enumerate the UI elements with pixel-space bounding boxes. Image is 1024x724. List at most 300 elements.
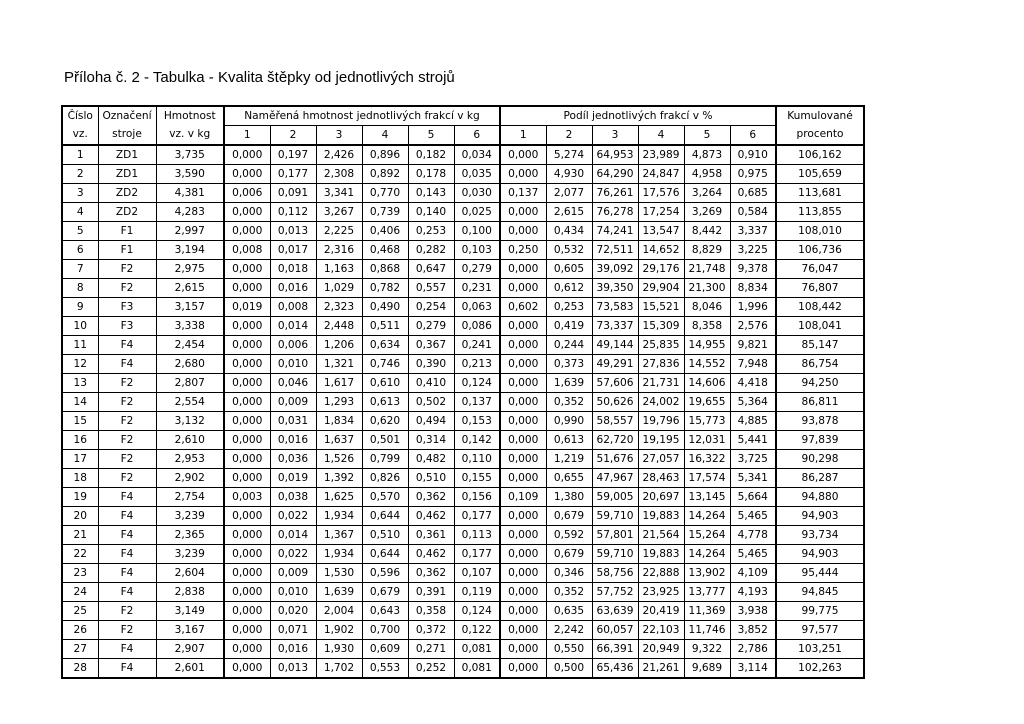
- cell-hmotnost: 2,838: [156, 583, 224, 602]
- cell-pct-f2: 0,635: [546, 602, 592, 621]
- cell-hmotnost: 2,365: [156, 526, 224, 545]
- cell-pct-f5: 14,955: [684, 336, 730, 355]
- cell-hmotnost: 3,590: [156, 165, 224, 184]
- cell-mass-f3: 1,902: [316, 621, 362, 640]
- cell-mass-f1: 0,000: [224, 145, 270, 165]
- cell-oznaceni: F2: [98, 260, 156, 279]
- table-row: [62, 393, 864, 412]
- cell-mass-f4: 0,746: [362, 355, 408, 374]
- cell-pct-f3: 66,391: [592, 640, 638, 659]
- cell-kumulovane: 86,811: [776, 393, 864, 412]
- cell-pct-f3: 50,626: [592, 393, 638, 412]
- cell-pct-f1: 0,000: [500, 355, 546, 374]
- cell-pct-f4: 29,904: [638, 279, 684, 298]
- cell-hmotnost: 2,997: [156, 222, 224, 241]
- cell-mass-f3: 1,934: [316, 545, 362, 564]
- cell-pct-f4: 19,796: [638, 412, 684, 431]
- cell-kumulovane: 94,903: [776, 545, 864, 564]
- cell-mass-f5: 0,182: [408, 145, 454, 165]
- cell-mass-f3: 1,834: [316, 412, 362, 431]
- cell-mass-f6: 0,025: [454, 203, 500, 222]
- header-fraction: 3: [316, 126, 362, 146]
- cell-pct-f3: 58,557: [592, 412, 638, 431]
- cell-pct-f2: 2,077: [546, 184, 592, 203]
- cell-mass-f3: 2,316: [316, 241, 362, 260]
- table-row: [62, 659, 864, 679]
- cell-mass-f1: 0,000: [224, 659, 270, 679]
- cell-pct-f5: 17,574: [684, 469, 730, 488]
- cell-hmotnost: 3,239: [156, 545, 224, 564]
- cell-mass-f3: 1,029: [316, 279, 362, 298]
- cell-hmotnost: 2,902: [156, 469, 224, 488]
- cell-pct-f2: 0,655: [546, 469, 592, 488]
- cell-mass-f1: 0,000: [224, 393, 270, 412]
- cell-mass-f5: 0,647: [408, 260, 454, 279]
- cell-mass-f4: 0,799: [362, 450, 408, 469]
- cell-mass-f4: 0,468: [362, 241, 408, 260]
- cell-kumulovane: 93,734: [776, 526, 864, 545]
- cell-pct-f6: 5,664: [730, 488, 776, 507]
- cell-mass-f5: 0,140: [408, 203, 454, 222]
- cell-pct-f6: 5,465: [730, 507, 776, 526]
- cell-pct-f4: 24,002: [638, 393, 684, 412]
- table-body: [62, 145, 864, 678]
- cell-mass-f4: 0,679: [362, 583, 408, 602]
- table-row: [62, 545, 864, 564]
- cell-hmotnost: 2,554: [156, 393, 224, 412]
- cell-pct-f3: 59,710: [592, 507, 638, 526]
- cell-pct-f4: 25,835: [638, 336, 684, 355]
- cell-cislo: 17: [62, 450, 98, 469]
- cell-oznaceni: F2: [98, 431, 156, 450]
- cell-mass-f1: 0,000: [224, 336, 270, 355]
- cell-oznaceni: F2: [98, 393, 156, 412]
- cell-hmotnost: 2,454: [156, 336, 224, 355]
- cell-oznaceni: F2: [98, 374, 156, 393]
- cell-hmotnost: 4,381: [156, 184, 224, 203]
- cell-pct-f3: 39,350: [592, 279, 638, 298]
- table-row: [62, 488, 864, 507]
- cell-mass-f5: 0,358: [408, 602, 454, 621]
- cell-pct-f6: 2,576: [730, 317, 776, 336]
- cell-mass-f4: 0,610: [362, 374, 408, 393]
- cell-pct-f2: 0,613: [546, 431, 592, 450]
- cell-pct-f3: 57,606: [592, 374, 638, 393]
- table-row: [62, 260, 864, 279]
- header-cislo-sub: vz.: [62, 126, 98, 146]
- cell-mass-f5: 0,271: [408, 640, 454, 659]
- cell-pct-f5: 13,777: [684, 583, 730, 602]
- cell-pct-f1: 0,000: [500, 203, 546, 222]
- cell-mass-f3: 2,225: [316, 222, 362, 241]
- cell-pct-f4: 28,463: [638, 469, 684, 488]
- cell-kumulovane: 97,577: [776, 621, 864, 640]
- cell-mass-f1: 0,000: [224, 507, 270, 526]
- table-row: [62, 450, 864, 469]
- cell-pct-f2: 0,352: [546, 393, 592, 412]
- header-fraction: 4: [362, 126, 408, 146]
- cell-mass-f4: 0,892: [362, 165, 408, 184]
- cell-pct-f4: 21,731: [638, 374, 684, 393]
- cell-mass-f6: 0,156: [454, 488, 500, 507]
- cell-mass-f3: 3,341: [316, 184, 362, 203]
- cell-pct-f5: 12,031: [684, 431, 730, 450]
- cell-pct-f1: 0,000: [500, 279, 546, 298]
- cell-pct-f4: 20,697: [638, 488, 684, 507]
- cell-pct-f2: 0,373: [546, 355, 592, 374]
- cell-hmotnost: 3,167: [156, 621, 224, 640]
- cell-pct-f6: 3,938: [730, 602, 776, 621]
- cell-pct-f5: 4,873: [684, 145, 730, 165]
- cell-mass-f6: 0,231: [454, 279, 500, 298]
- cell-pct-f5: 8,442: [684, 222, 730, 241]
- cell-mass-f6: 0,107: [454, 564, 500, 583]
- cell-mass-f5: 0,362: [408, 488, 454, 507]
- cell-pct-f5: 13,902: [684, 564, 730, 583]
- cell-mass-f1: 0,000: [224, 279, 270, 298]
- cell-mass-f3: 2,004: [316, 602, 362, 621]
- header-fraction-pct: 5: [684, 126, 730, 146]
- table-row: [62, 602, 864, 621]
- cell-mass-f2: 0,010: [270, 355, 316, 374]
- header-row-top: [62, 106, 864, 126]
- cell-pct-f6: 3,852: [730, 621, 776, 640]
- cell-pct-f1: 0,000: [500, 145, 546, 165]
- cell-pct-f6: 3,725: [730, 450, 776, 469]
- cell-mass-f1: 0,000: [224, 222, 270, 241]
- cell-mass-f3: 1,930: [316, 640, 362, 659]
- cell-pct-f2: 0,679: [546, 545, 592, 564]
- cell-hmotnost: 3,132: [156, 412, 224, 431]
- cell-mass-f2: 0,008: [270, 298, 316, 317]
- cell-oznaceni: F3: [98, 317, 156, 336]
- cell-mass-f5: 0,510: [408, 469, 454, 488]
- cell-pct-f3: 59,005: [592, 488, 638, 507]
- cell-mass-f2: 0,017: [270, 241, 316, 260]
- cell-pct-f2: 0,605: [546, 260, 592, 279]
- cell-mass-f4: 0,739: [362, 203, 408, 222]
- cell-hmotnost: 2,754: [156, 488, 224, 507]
- cell-mass-f4: 0,570: [362, 488, 408, 507]
- cell-mass-f3: 1,526: [316, 450, 362, 469]
- table-row: [62, 526, 864, 545]
- header-hmotnost-sub: vz. v kg: [156, 126, 224, 146]
- cell-pct-f3: 64,290: [592, 165, 638, 184]
- cell-mass-f6: 0,081: [454, 640, 500, 659]
- cell-oznaceni: F4: [98, 526, 156, 545]
- cell-mass-f2: 0,031: [270, 412, 316, 431]
- cell-mass-f3: 3,267: [316, 203, 362, 222]
- header-hmotnost: Hmotnost: [156, 106, 224, 126]
- cell-pct-f5: 3,264: [684, 184, 730, 203]
- cell-kumulovane: 93,878: [776, 412, 864, 431]
- cell-mass-f2: 0,009: [270, 393, 316, 412]
- cell-pct-f2: 0,550: [546, 640, 592, 659]
- cell-mass-f3: 1,617: [316, 374, 362, 393]
- cell-hmotnost: 2,604: [156, 564, 224, 583]
- cell-mass-f6: 0,279: [454, 260, 500, 279]
- cell-pct-f1: 0,000: [500, 393, 546, 412]
- header-fraction: 2: [270, 126, 316, 146]
- cell-pct-f3: 73,337: [592, 317, 638, 336]
- cell-mass-f3: 1,639: [316, 583, 362, 602]
- cell-mass-f2: 0,013: [270, 659, 316, 679]
- cell-pct-f1: 0,137: [500, 184, 546, 203]
- cell-mass-f3: 1,702: [316, 659, 362, 679]
- cell-pct-f6: 0,584: [730, 203, 776, 222]
- table-row: [62, 336, 864, 355]
- cell-pct-f5: 19,655: [684, 393, 730, 412]
- cell-pct-f2: 4,930: [546, 165, 592, 184]
- cell-mass-f2: 0,006: [270, 336, 316, 355]
- table-row: [62, 564, 864, 583]
- cell-mass-f3: 1,530: [316, 564, 362, 583]
- cell-mass-f4: 0,620: [362, 412, 408, 431]
- cell-hmotnost: 3,149: [156, 602, 224, 621]
- cell-pct-f2: 1,219: [546, 450, 592, 469]
- data-table: [61, 105, 865, 679]
- cell-mass-f1: 0,000: [224, 526, 270, 545]
- header-oznaceni: Označení: [98, 106, 156, 126]
- cell-pct-f6: 3,114: [730, 659, 776, 679]
- cell-pct-f2: 0,346: [546, 564, 592, 583]
- cell-oznaceni: F4: [98, 545, 156, 564]
- cell-cislo: 1: [62, 145, 98, 165]
- cell-mass-f5: 0,279: [408, 317, 454, 336]
- cell-pct-f2: 0,500: [546, 659, 592, 679]
- cell-cislo: 5: [62, 222, 98, 241]
- cell-pct-f5: 21,748: [684, 260, 730, 279]
- cell-pct-f3: 63,639: [592, 602, 638, 621]
- cell-mass-f1: 0,000: [224, 545, 270, 564]
- cell-pct-f2: 0,679: [546, 507, 592, 526]
- cell-pct-f3: 73,583: [592, 298, 638, 317]
- cell-pct-f6: 3,337: [730, 222, 776, 241]
- cell-pct-f1: 0,000: [500, 336, 546, 355]
- cell-pct-f4: 21,261: [638, 659, 684, 679]
- cell-mass-f6: 0,103: [454, 241, 500, 260]
- cell-mass-f4: 0,511: [362, 317, 408, 336]
- cell-kumulovane: 76,047: [776, 260, 864, 279]
- cell-kumulovane: 94,880: [776, 488, 864, 507]
- cell-pct-f1: 0,000: [500, 659, 546, 679]
- cell-hmotnost: 2,907: [156, 640, 224, 659]
- cell-mass-f6: 0,124: [454, 602, 500, 621]
- cell-pct-f5: 8,046: [684, 298, 730, 317]
- cell-mass-f2: 0,022: [270, 507, 316, 526]
- cell-oznaceni: ZD2: [98, 203, 156, 222]
- cell-mass-f6: 0,177: [454, 545, 500, 564]
- cell-pct-f2: 0,612: [546, 279, 592, 298]
- cell-mass-f1: 0,019: [224, 298, 270, 317]
- cell-mass-f4: 0,770: [362, 184, 408, 203]
- table-row: [62, 583, 864, 602]
- cell-pct-f5: 11,746: [684, 621, 730, 640]
- cell-mass-f3: 1,392: [316, 469, 362, 488]
- cell-kumulovane: 99,775: [776, 602, 864, 621]
- cell-hmotnost: 2,615: [156, 279, 224, 298]
- cell-pct-f1: 0,000: [500, 526, 546, 545]
- cell-pct-f2: 0,592: [546, 526, 592, 545]
- cell-mass-f1: 0,000: [224, 374, 270, 393]
- cell-mass-f1: 0,006: [224, 184, 270, 203]
- cell-kumulovane: 108,010: [776, 222, 864, 241]
- cell-mass-f6: 0,081: [454, 659, 500, 679]
- table-row: [62, 374, 864, 393]
- cell-mass-f5: 0,462: [408, 545, 454, 564]
- cell-pct-f4: 19,883: [638, 507, 684, 526]
- cell-pct-f6: 4,193: [730, 583, 776, 602]
- cell-kumulovane: 85,147: [776, 336, 864, 355]
- cell-mass-f1: 0,000: [224, 431, 270, 450]
- cell-pct-f3: 76,261: [592, 184, 638, 203]
- header-namerena-hmotnost: Naměřená hmotnost jednotlivých frakcí v kg: [224, 106, 500, 126]
- cell-mass-f1: 0,000: [224, 412, 270, 431]
- cell-pct-f6: 0,910: [730, 145, 776, 165]
- cell-mass-f4: 0,896: [362, 145, 408, 165]
- cell-oznaceni: F4: [98, 507, 156, 526]
- header-podil-frakci: Podíl jednotlivých frakcí v %: [500, 106, 776, 126]
- cell-pct-f3: 72,511: [592, 241, 638, 260]
- header-fraction: 6: [454, 126, 500, 146]
- cell-pct-f1: 0,000: [500, 317, 546, 336]
- cell-mass-f5: 0,391: [408, 583, 454, 602]
- cell-mass-f1: 0,000: [224, 469, 270, 488]
- cell-pct-f6: 8,834: [730, 279, 776, 298]
- cell-pct-f2: 1,639: [546, 374, 592, 393]
- cell-pct-f6: 9,821: [730, 336, 776, 355]
- cell-pct-f5: 11,369: [684, 602, 730, 621]
- header-kumulovane: Kumulované: [776, 106, 864, 126]
- cell-cislo: 3: [62, 184, 98, 203]
- cell-pct-f6: 4,885: [730, 412, 776, 431]
- cell-mass-f3: 1,321: [316, 355, 362, 374]
- cell-pct-f4: 15,309: [638, 317, 684, 336]
- cell-pct-f5: 15,264: [684, 526, 730, 545]
- cell-pct-f4: 19,883: [638, 545, 684, 564]
- cell-pct-f1: 0,250: [500, 241, 546, 260]
- cell-pct-f6: 4,418: [730, 374, 776, 393]
- table-row: [62, 145, 864, 165]
- cell-hmotnost: 3,735: [156, 145, 224, 165]
- cell-mass-f6: 0,122: [454, 621, 500, 640]
- cell-mass-f4: 0,596: [362, 564, 408, 583]
- cell-mass-f6: 0,155: [454, 469, 500, 488]
- cell-pct-f4: 27,057: [638, 450, 684, 469]
- cell-mass-f5: 0,361: [408, 526, 454, 545]
- header-fraction-pct: 2: [546, 126, 592, 146]
- cell-cislo: 18: [62, 469, 98, 488]
- cell-pct-f1: 0,000: [500, 545, 546, 564]
- cell-pct-f2: 1,380: [546, 488, 592, 507]
- cell-pct-f5: 16,322: [684, 450, 730, 469]
- cell-pct-f5: 4,958: [684, 165, 730, 184]
- cell-pct-f6: 3,225: [730, 241, 776, 260]
- cell-pct-f6: 7,948: [730, 355, 776, 374]
- cell-pct-f5: 21,300: [684, 279, 730, 298]
- cell-mass-f6: 0,113: [454, 526, 500, 545]
- cell-mass-f1: 0,000: [224, 583, 270, 602]
- cell-mass-f1: 0,000: [224, 602, 270, 621]
- cell-pct-f3: 59,710: [592, 545, 638, 564]
- cell-mass-f6: 0,086: [454, 317, 500, 336]
- cell-mass-f2: 0,016: [270, 640, 316, 659]
- cell-mass-f3: 1,293: [316, 393, 362, 412]
- cell-pct-f4: 20,419: [638, 602, 684, 621]
- cell-cislo: 24: [62, 583, 98, 602]
- cell-pct-f1: 0,109: [500, 488, 546, 507]
- table-row: [62, 412, 864, 431]
- cell-oznaceni: F2: [98, 412, 156, 431]
- cell-mass-f5: 0,178: [408, 165, 454, 184]
- cell-mass-f6: 0,034: [454, 145, 500, 165]
- cell-kumulovane: 105,659: [776, 165, 864, 184]
- cell-mass-f1: 0,000: [224, 640, 270, 659]
- cell-oznaceni: F2: [98, 469, 156, 488]
- cell-pct-f2: 5,274: [546, 145, 592, 165]
- cell-kumulovane: 86,754: [776, 355, 864, 374]
- cell-oznaceni: F1: [98, 241, 156, 260]
- cell-pct-f5: 14,264: [684, 545, 730, 564]
- cell-mass-f5: 0,494: [408, 412, 454, 431]
- cell-mass-f4: 0,510: [362, 526, 408, 545]
- cell-pct-f6: 5,341: [730, 469, 776, 488]
- cell-cislo: 10: [62, 317, 98, 336]
- cell-pct-f6: 0,975: [730, 165, 776, 184]
- cell-pct-f5: 14,606: [684, 374, 730, 393]
- cell-mass-f2: 0,091: [270, 184, 316, 203]
- cell-cislo: 20: [62, 507, 98, 526]
- cell-pct-f1: 0,000: [500, 450, 546, 469]
- cell-pct-f3: 57,752: [592, 583, 638, 602]
- header-fraction: 5: [408, 126, 454, 146]
- cell-mass-f5: 0,410: [408, 374, 454, 393]
- cell-pct-f6: 1,996: [730, 298, 776, 317]
- cell-oznaceni: F1: [98, 222, 156, 241]
- cell-pct-f2: 0,990: [546, 412, 592, 431]
- cell-pct-f4: 19,195: [638, 431, 684, 450]
- cell-mass-f2: 0,014: [270, 526, 316, 545]
- cell-mass-f4: 0,406: [362, 222, 408, 241]
- cell-pct-f6: 5,465: [730, 545, 776, 564]
- cell-mass-f1: 0,000: [224, 621, 270, 640]
- cell-mass-f6: 0,177: [454, 507, 500, 526]
- cell-pct-f3: 62,720: [592, 431, 638, 450]
- cell-pct-f4: 22,103: [638, 621, 684, 640]
- table-row: [62, 222, 864, 241]
- cell-hmotnost: 2,807: [156, 374, 224, 393]
- cell-pct-f5: 3,269: [684, 203, 730, 222]
- header-row-bottom: [62, 126, 864, 146]
- cell-kumulovane: 108,442: [776, 298, 864, 317]
- cell-mass-f2: 0,014: [270, 317, 316, 336]
- cell-cislo: 27: [62, 640, 98, 659]
- cell-pct-f4: 17,254: [638, 203, 684, 222]
- cell-mass-f2: 0,016: [270, 431, 316, 450]
- cell-mass-f6: 0,063: [454, 298, 500, 317]
- cell-pct-f4: 15,521: [638, 298, 684, 317]
- cell-kumulovane: 106,162: [776, 145, 864, 165]
- cell-pct-f1: 0,000: [500, 165, 546, 184]
- cell-mass-f3: 1,637: [316, 431, 362, 450]
- cell-mass-f5: 0,314: [408, 431, 454, 450]
- cell-cislo: 15: [62, 412, 98, 431]
- cell-pct-f3: 47,967: [592, 469, 638, 488]
- cell-mass-f5: 0,502: [408, 393, 454, 412]
- cell-oznaceni: ZD1: [98, 145, 156, 165]
- table-row: [62, 279, 864, 298]
- cell-oznaceni: F2: [98, 279, 156, 298]
